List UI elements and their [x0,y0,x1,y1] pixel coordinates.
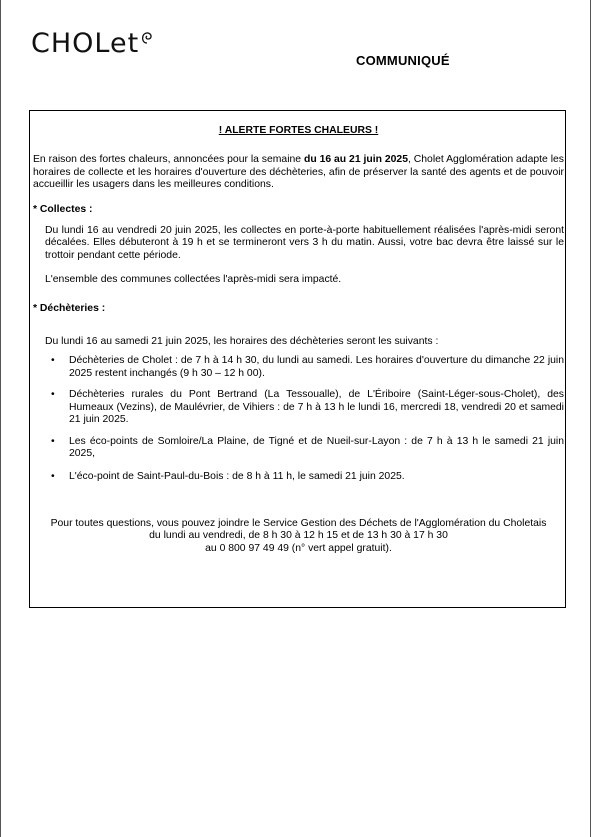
list-item [51,471,564,483]
intro-date-range: du 16 au 21 juin 2025 [303,154,408,166]
cholet-logo [31,30,153,58]
list-item [51,355,564,380]
collectes-impact-paragraph: L'ensemble des communes collectées l'après-midi sera impacté. [45,274,342,286]
list-item-text: Déchèteries de Cholet : de 7 h à 14 h 30, du lundi au samedi. Les horaires d'ouverture du dimanche 22 juin 2025 restent inchangés (9 h 30 – 12 h 00). [69,355,564,379]
logo-swirl-icon [141,31,153,45]
list-item-text: L'éco-point de Saint-Paul-du-Bois : de 8 h à 11 h, le samedi 21 juin 2025. [69,471,405,483]
list-item [51,435,564,461]
intro-text-start: En raison des fortes chaleurs, annoncées pour la semaine [33,154,304,166]
notice-content [33,125,564,555]
contact-line-1: Pour toutes questions, vous pouvez joindre le Service Gestion des Déchets de l'Agglomération du Choletais [50,517,547,529]
decheteries-intro: Du lundi 16 au samedi 21 juin 2025, les horaires des déchèteries seront les suivants : [45,336,439,348]
contact-line-3: au 0 800 97 49 49 (n° vert appel gratuit). [205,542,392,554]
intro-paragraph [33,154,564,191]
list-item [51,389,564,426]
list-item-text: Déchèteries rurales du Pont Bertrand (La Tessoualle), de L'Ériboire (Saint-Léger-sous-Cholet), des Humeaux (Vezins), de Maulévrier, de Vihiers : de 7 h à 13 h le lundi 16, mercredi 18, vendredi 20 et samedi 21 juin 2025. [69,389,564,426]
decheteries-heading: * Déchèteries : [33,302,106,314]
bullet-icon: • [51,471,55,483]
logo-wordmark: CHOLet [31,28,140,59]
contact-line-2: du lundi au vendredi, de 8 h 30 à 12 h 15 et de 13 h 30 à 17 h 30 [149,530,448,542]
intro-text-end: , Cholet Agglomération adapte les horaires de collecte et les horaires d'ouverture des déchèteries, afin de préserver la santé des agents et de pouvoir accueillir les usagers dans les meilleures conditions. [33,154,564,191]
document-type-title: COMMUNIQUÉ [356,53,450,68]
bullet-icon: • [51,355,55,367]
list-item-text: Les éco-points de Somloire/La Plaine, de Tigné et de Nueil-sur-Layon : de 7 h à 13 h le samedi 21 juin 2025, [69,435,564,459]
page-edge-left [0,0,1,837]
bullet-icon: • [51,435,55,447]
collectes-heading: * Collectes : [33,203,93,215]
collectes-paragraph: Du lundi 16 au vendredi 20 juin 2025, les collectes en porte-à-porte habituellement réalisées l'après-midi seront décalées. Elles débuteront à 19 h et se termineront vers 3 h du matin. Aussi, votre bac devra être laissé sur le trottoir pendant cette période. [45,225,564,261]
decheteries-list [33,355,564,483]
bullet-icon: • [51,389,55,401]
alert-title: ! ALERTE FORTES CHALEURS ! [218,125,379,136]
